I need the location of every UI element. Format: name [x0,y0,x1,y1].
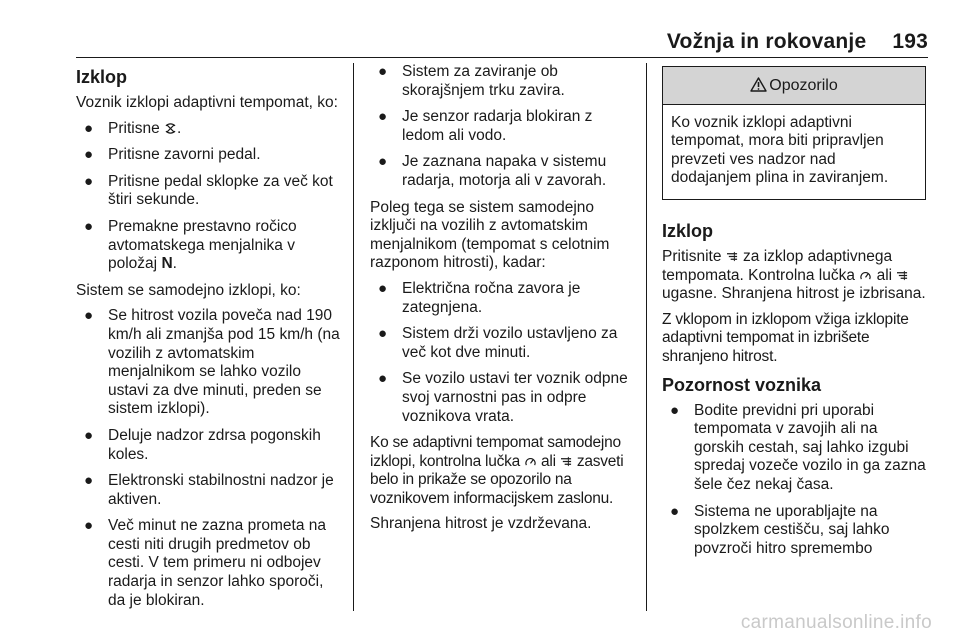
list-item: ● Pritisne . [84,119,182,137]
cancel-cruise-icon [164,123,177,134]
driver-attention-list [662,402,926,559]
warning-triangle-icon [750,77,767,92]
list-item: ● Je zaznana napaka v sistemu radarja, motorja ali v zavorah. [378,153,607,189]
column-3 [662,63,926,566]
watermark: carmanualsonline.info [740,612,932,633]
indicator-text: Ko se adaptivni tempomat samodejno izklopi, kontrolna lučka ali zasveti belo in prikaže se opozorilo na voznikovem informacijskem zaslonu. [370,434,624,507]
auto-off-list [76,307,344,610]
list-item: ● Premakne prestavno ročico avtomatskega menjalnika v položaj N. [84,217,297,273]
list-item: ● Se hitrost vozila poveča nad 190 km/h ali zmanjša pod 15 km/h (na vozilih z avtomatskim menjalnikom se lahko vozilo ustavi za dve minuti, preden se sistem izklopi). [84,307,340,418]
auto-off-list-continued [370,63,636,191]
heading-izklop: Izklop [76,67,128,87]
column-divider-2 [646,63,647,611]
heading-driver-attention: Pozornost voznika [662,374,822,395]
list-item: ● Bodite previdni pri uporabi tempomata v zavojih ali na gorskih cestah, saj lahko izgubi spredaj vozeče vozilo in ga zazna šele čez nekaj časa. [670,401,926,493]
list-item: ● Sistema ne uporabljajte na spolzkem cestišču, saj lahko povzroči hitro spremembo [670,502,890,557]
heading-izklop-2: Izklop [662,220,714,241]
page-header [667,30,928,54]
automatic-transmission-list [370,280,636,426]
column-1 [76,63,344,618]
section-title: Vožnja in rokovanje [666,30,867,53]
adaptive-cruise-icon [560,456,573,467]
header-rule [76,57,928,58]
warning-box [662,66,926,200]
intro-text: Voznik izklopi adaptivni tempomat, ko: [76,94,338,111]
adaptive-cruise-icon [726,251,739,262]
page-number: 193 [892,30,928,53]
column-2 [370,63,636,541]
list-item: ● Sistem drži vozilo ustavljeno za več kot dve minuti. [378,325,618,361]
warning-header [663,67,925,105]
automatic-transmission-text: Poleg tega se sistem samodejno izključi na vozilih z avtomatskim menjalnikom (tempomat s celotnim razponom hitrosti), kadar: [370,198,610,272]
auto-off-text: Sistem se samodejno izklopi, ko: [76,281,301,299]
list-item: ● Je senzor radarja blokiran z ledom ali vodo. [378,108,593,144]
list-item: ● Se vozilo ustavi ter voznik odpne svoj varnostni pas in odpre voznikova vrata. [378,370,628,425]
warning-title: Opozorilo [769,77,838,94]
list-item: ● Sistem za zaviranje ob skorajšnjem trku zavira. [378,63,565,99]
deactivate-text: Pritisnite za izklop adaptivnega tempomata. Kontrolna lučka ali ugasne. Shranjena hitrost je izbrisana. [662,247,926,303]
list-item: ● Pritisne pedal sklopke za več kot štiri sekunde. [84,172,333,209]
column-divider-1 [353,63,354,611]
list-item: ● Elektronski stabilnostni nadzor je aktiven. [84,472,334,508]
cruise-control-icon [524,456,537,467]
list-item: ● Deluje nadzor zdrsa pogonskih koles. [84,426,321,463]
ignition-text: Z vklopom in izklopom vžiga izklopite adaptivni tempomat in izbrišete shranjeno hitrost. [662,310,909,365]
adaptive-cruise-icon [896,270,909,281]
warning-text: Ko voznik izklopi adaptivni tempomat, mora biti pripravljen prevzeti ves nadzor nad dodajanjem plina in zaviranjem. [671,113,889,187]
driver-actions-list [76,120,344,274]
list-item: ● Električna ročna zavora je zategnjena. [378,279,581,316]
cruise-control-icon [859,270,872,281]
list-item: ● Pritisne zavorni pedal. [84,146,261,164]
stored-speed-text: Shranjena hitrost je vzdrževana. [370,515,592,533]
list-item: ● Več minut ne zazna prometa na cesti niti drugih predmetov ob cesti. V tem primeru ni odbojev radarja in senzor lahko sporoči, da je blokiran. [84,517,326,609]
